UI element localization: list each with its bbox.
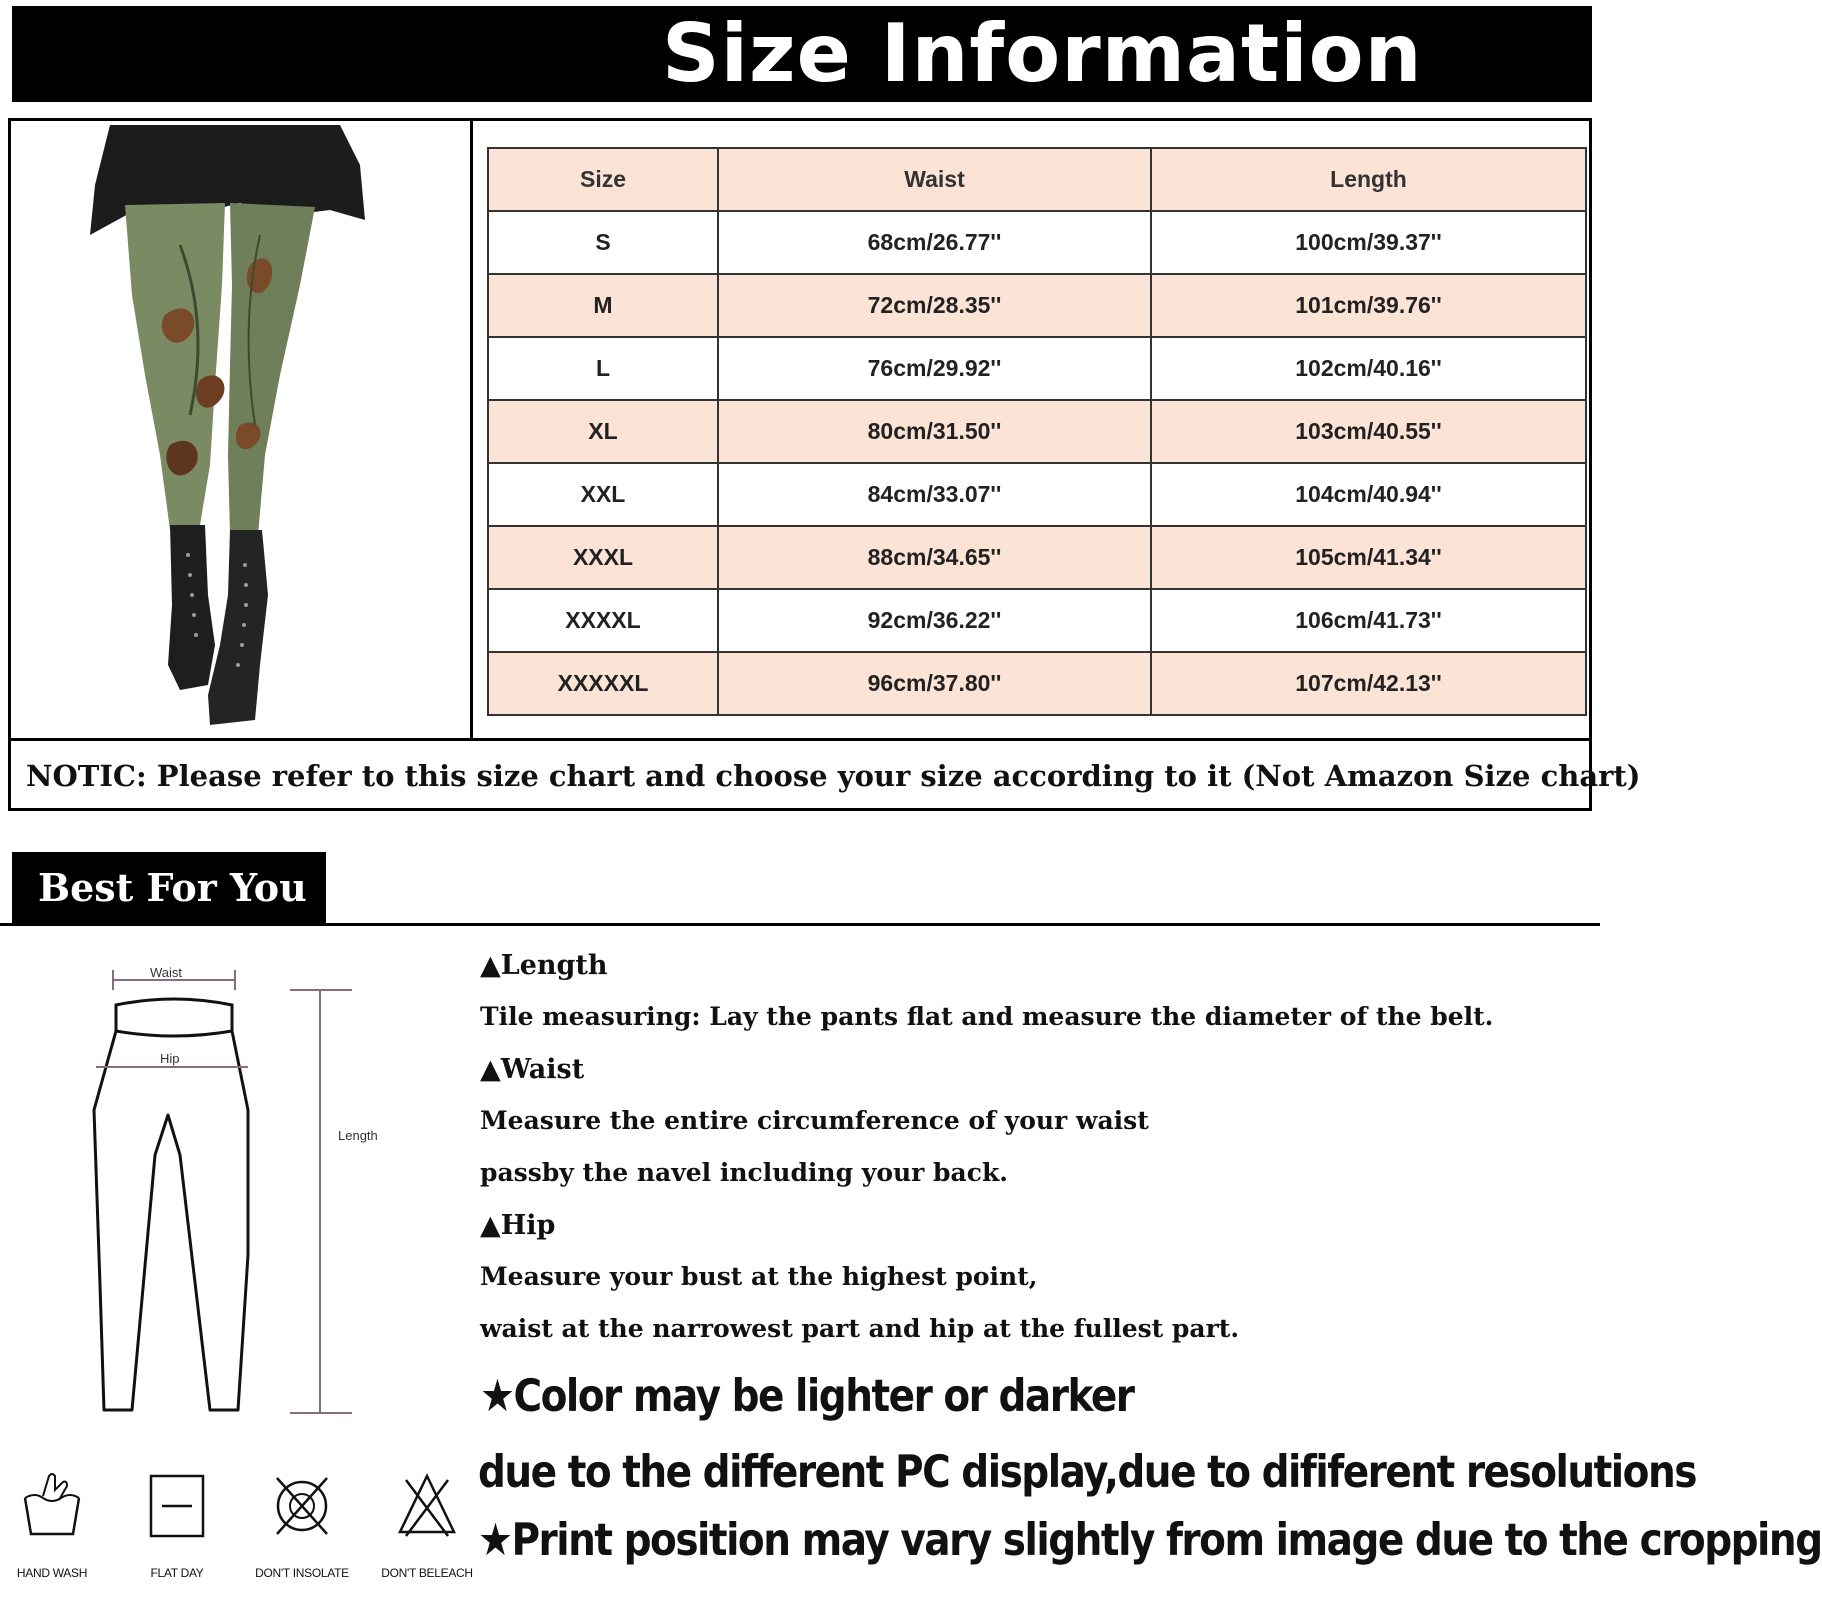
care-label: DON'T BELEACH: [381, 1566, 473, 1580]
cell-length: 107cm/42.13'': [1151, 652, 1586, 715]
guide-waist-text: Measure the entire circumference of your waist: [480, 1106, 1149, 1135]
cell-length: 106cm/41.73'': [1151, 589, 1586, 652]
cell-size: S: [488, 211, 718, 274]
care-label: FLAT DAY: [150, 1566, 204, 1580]
cell-length: 100cm/39.37'': [1151, 211, 1586, 274]
guide-hip-text: waist at the narrowest part and hip at the fullest part.: [480, 1314, 1240, 1343]
hand-wash-icon: [19, 1470, 85, 1540]
flat-dry-icon: [144, 1470, 210, 1540]
product-photo: [90, 125, 380, 735]
cell-size: XXXL: [488, 526, 718, 589]
cell-size: XXXXL: [488, 589, 718, 652]
length-label: Length: [338, 1128, 378, 1143]
cell-size: L: [488, 337, 718, 400]
column-header-size: Size: [488, 148, 718, 211]
care-label: DON'T INSOLATE: [255, 1566, 349, 1580]
cell-waist: 88cm/34.65'': [718, 526, 1151, 589]
cell-size: XXL: [488, 463, 718, 526]
cell-waist: 92cm/36.22'': [718, 589, 1151, 652]
cell-waist: 68cm/26.77'': [718, 211, 1151, 274]
care-item: [122, 1470, 232, 1580]
cell-waist: 76cm/29.92'': [718, 337, 1151, 400]
divider: [8, 738, 1592, 741]
cell-length: 102cm/40.16'': [1151, 337, 1586, 400]
cell-size: XXXXXL: [488, 652, 718, 715]
no-sun-icon: [269, 1470, 335, 1540]
care-item: [247, 1470, 357, 1580]
table-row: [488, 526, 1586, 589]
table-row: [488, 400, 1586, 463]
table-row: [488, 337, 1586, 400]
table-header-row: [488, 148, 1586, 211]
section-tab: [12, 852, 326, 924]
cell-size: M: [488, 274, 718, 337]
care-label: HAND WASH: [16, 1566, 88, 1580]
page-title: Size Information: [662, 7, 1423, 100]
color-note: due to the different PC display,due to dififerent resolutions: [478, 1446, 1696, 1499]
column-header-length: Length: [1151, 148, 1586, 211]
waist-label: Waist: [150, 965, 183, 980]
size-notice: NOTIC: Please refer to this size chart and choose your size according to it (Not Amazon Size chart): [26, 759, 1641, 793]
guide-length-heading: ▲Length: [480, 950, 608, 981]
section-rule: [0, 923, 1600, 926]
cell-length: 103cm/40.55'': [1151, 400, 1586, 463]
care-item: [0, 1470, 107, 1580]
hip-label: Hip: [160, 1051, 180, 1066]
print-note: ★Print position may vary slightly from image due to the cropping: [478, 1514, 1822, 1567]
size-chart-table: [487, 147, 1587, 716]
no-bleach-icon: [394, 1470, 460, 1540]
table-row: [488, 652, 1586, 715]
guide-waist-text: passby the navel including your back.: [480, 1158, 1008, 1187]
table-row: [488, 211, 1586, 274]
divider: [470, 118, 473, 741]
cell-size: XL: [488, 400, 718, 463]
guide-waist-heading: ▲Waist: [480, 1054, 585, 1085]
table-row: [488, 463, 1586, 526]
guide-hip-heading: ▲Hip: [480, 1210, 556, 1241]
color-note: ★Color may be lighter or darker: [480, 1370, 1134, 1423]
guide-length-text: Tile measuring: Lay the pants flat and measure the diameter of the belt.: [480, 1002, 1494, 1031]
title-banner: [12, 6, 1592, 102]
care-item: [372, 1470, 482, 1580]
table-row: [488, 589, 1586, 652]
cell-length: 101cm/39.76'': [1151, 274, 1586, 337]
column-header-waist: Waist: [718, 148, 1151, 211]
pants-measurement-diagram: [80, 955, 400, 1425]
table-row: [488, 274, 1586, 337]
cell-length: 104cm/40.94'': [1151, 463, 1586, 526]
cell-waist: 72cm/28.35'': [718, 274, 1151, 337]
cell-waist: 80cm/31.50'': [718, 400, 1151, 463]
cell-waist: 84cm/33.07'': [718, 463, 1151, 526]
cell-waist: 96cm/37.80'': [718, 652, 1151, 715]
cell-length: 105cm/41.34'': [1151, 526, 1586, 589]
section-title: Best For You: [38, 865, 307, 910]
guide-hip-text: Measure your bust at the highest point,: [480, 1262, 1038, 1291]
